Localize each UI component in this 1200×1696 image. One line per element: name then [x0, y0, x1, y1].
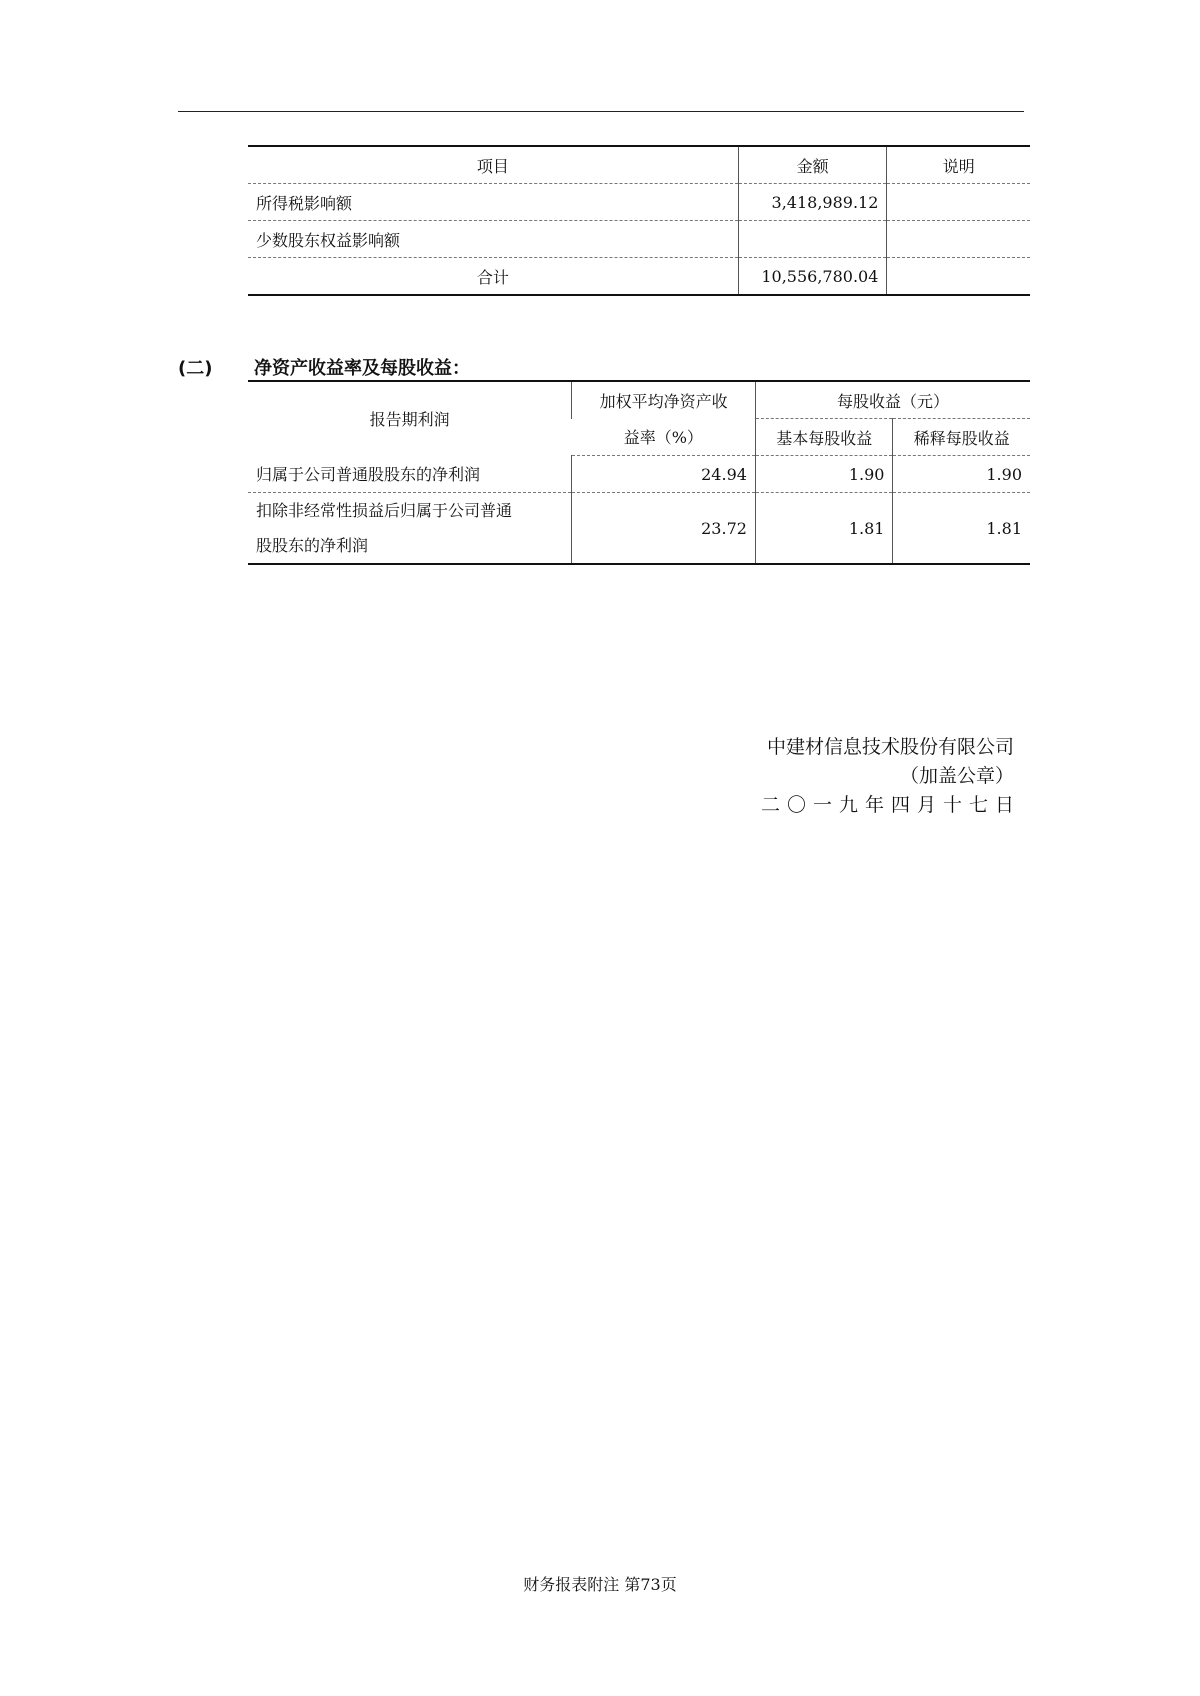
table-row	[248, 456, 1030, 493]
section-heading	[178, 354, 470, 380]
row-roe: 23.72	[572, 493, 756, 565]
header-eps-group: 每股收益（元）	[755, 381, 1030, 419]
row-label-line1: 扣除非经常性损益后归属于公司普通	[256, 501, 513, 520]
signoff-block	[760, 733, 1021, 820]
row-note	[887, 221, 1030, 258]
section-number: (二)	[178, 358, 213, 379]
seal-note: （加盖公章）	[899, 765, 1014, 787]
company-name: 中建材信息技术股份有限公司	[766, 736, 1014, 758]
row-label-line2: 股股东的净利润	[256, 536, 369, 555]
row-diluted-eps: 1.81	[893, 493, 1030, 565]
total-note	[887, 258, 1030, 296]
row-label	[248, 493, 572, 565]
sign-date: 二〇一九年四月十七日	[760, 794, 1021, 816]
table-row	[248, 184, 1030, 221]
row-basic-eps: 1.81	[755, 493, 893, 565]
header-note: 说明	[887, 146, 1030, 184]
row-item: 所得税影响额	[248, 184, 738, 221]
total-amount: 10,556,780.04	[738, 258, 887, 296]
header-amount: 金额	[738, 146, 887, 184]
header-diluted-eps: 稀释每股收益	[893, 419, 1030, 456]
total-row	[248, 258, 1030, 296]
row-amount: 3,418,989.12	[738, 184, 887, 221]
table-row	[248, 493, 1030, 565]
page-footer: 财务报表附注 第73页	[523, 1575, 677, 1594]
header-roe-line1: 加权平均净资产收	[572, 381, 756, 419]
row-item: 少数股东权益影响额	[248, 221, 738, 258]
section-title: 净资产收益率及每股收益：	[254, 358, 470, 379]
row-roe: 24.94	[572, 456, 756, 493]
header-basic-eps: 基本每股收益	[755, 419, 893, 456]
table-header-row	[248, 146, 1030, 184]
header-roe-line2: 益率（%）	[572, 419, 756, 456]
row-diluted-eps: 1.90	[893, 456, 1030, 493]
roe-eps-table	[248, 380, 1030, 565]
row-amount	[738, 221, 887, 258]
table-row	[248, 221, 1030, 258]
header-profit: 报告期利润	[369, 410, 450, 430]
total-label: 合计	[476, 267, 509, 287]
row-note	[887, 184, 1030, 221]
non-recurring-items-table	[248, 145, 1030, 296]
table-header-row	[248, 381, 1030, 419]
row-label: 归属于公司普通股股东的净利润	[248, 456, 572, 493]
header-rule	[178, 111, 1024, 112]
row-basic-eps: 1.90	[755, 456, 893, 493]
header-item: 项目	[248, 146, 738, 184]
